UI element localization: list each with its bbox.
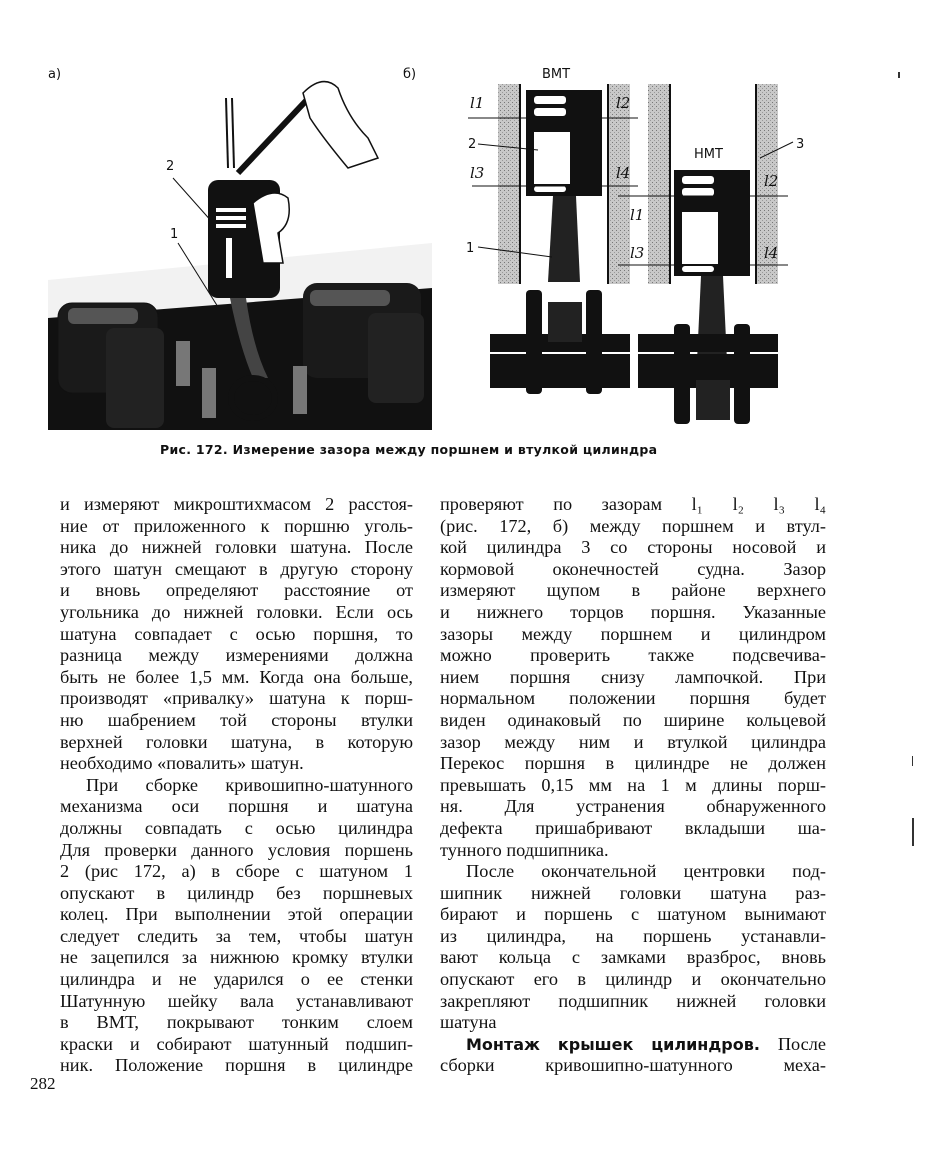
text-line: закрепляют подшипник нижней головки [440,990,826,1011]
text-line: из цилиндра, на поршень устанавли- [440,925,826,946]
caption-prefix: Рис. 172. [160,442,228,457]
panel-b-label: б) [403,67,417,82]
text-line: механизма оси поршня и шатуна [60,796,413,817]
page-number: 282 [30,1074,56,1093]
gap-label-l4-bdc: l4 [764,244,779,262]
text-line: ника до нижней головки шатуна. После [60,537,413,558]
text-line: тунного подшипника. [440,839,609,860]
callout-piston-2: 2 [468,137,477,152]
gap-label-l2-tdc: l2 [616,94,631,112]
callout-1: 1 [170,227,179,242]
scan-mark [912,756,913,766]
figure-b-diagram [448,62,808,434]
figure-a-illustration [48,58,432,430]
gap-label-l2-bdc: l2 [764,172,779,190]
text-line: в ВМТ, покрывают тонким слоем [60,1012,413,1033]
text-line: краски и собирают шатунный подшип- [60,1033,413,1054]
gap-label-l4-tdc: l4 [616,164,631,182]
text-line: и вновь определяют расстояние от [60,580,413,601]
text-line: кормовой оконечностей судна. Зазор [440,558,826,579]
text-line: следует следить за тем, чтобы шатун [60,925,413,946]
text-line: Шатунную шейку вала устанавливают [60,990,413,1011]
text-line: бирают и поршень с шатуном вынимают [440,904,826,925]
text-line: должны совпадать с осью цилиндра [60,817,413,838]
text-line: нормальном положении поршня будет [440,688,826,709]
text-line: ня. Для устранения обнаруженного [440,796,826,817]
text-line: угольника до нижней головки. Если ось [60,601,413,622]
figure-caption [160,442,780,457]
text-line: можно проверить также подсвечива- [440,645,826,666]
text-line: этого шатун смещают в другую сторону [60,558,413,579]
text-line: ние от приложенного к поршню уголь- [60,515,413,536]
section-heading: Монтаж крышек цилиндров. [466,1034,778,1054]
text-line: кой цилиндра 3 со стороны носовой и [440,537,826,558]
text-line: шатуна [440,1012,497,1033]
text-line: сборки кривошипно-шатунного меха- [440,1055,826,1076]
text-line: и измеряют микроштихмасом 2 расстоя- [60,494,413,514]
text-line: не зацепился за нижнюю кромку втулки [60,947,413,968]
gap-label-l1-tdc: l1 [470,94,485,112]
text-line: опускают в цилиндр без поршневых [60,882,413,903]
text-line: и нижнего торцов поршня. Указанные [440,601,826,622]
text-line: После окончательной центровки под- [466,861,826,882]
text-line: шипник нижней головки шатуна раз- [440,882,826,903]
text-line: превышать 0,15 мм на 1 м длины порш- [440,774,826,795]
text-line: ник. Положение поршня в цилиндре [60,1055,413,1076]
text-line: 2 (рис 172, а) в сборе с шатуном 1 [60,861,413,882]
text-line: необходимо «повалить» шатун. [60,753,304,774]
bdc-label: НМТ [694,147,723,162]
text-line: быть не более 1,5 мм. Когда она больше, [60,666,413,687]
text-line: виден одинаковый по ширине кольцевой [440,709,826,730]
text-line: колец. При выполнении этой операции [60,904,413,925]
text-line: цилиндра и не ударился о ее стенки [60,969,413,990]
text-line: производят «привалку» шатуна к порш- [60,688,413,709]
gap-label-l3-tdc: l3 [470,164,485,182]
right-text-column [440,494,826,1077]
text-line: При сборке кривошипно-шатунного [86,774,413,795]
text-line: (рис. 172, б) между поршнем и втул- [440,515,826,536]
scan-mark [898,72,900,78]
callout-2: 2 [166,159,175,174]
text-line: опускают его в цилиндр и окончательно [440,969,826,990]
left-text-column [60,494,413,1077]
caption-title: Измерение зазора между поршнем и втулкой цилиндра [232,442,658,457]
text-line: зазор между ним и втулкой цилиндра [440,731,826,752]
text-line: разница между измерениями должна [60,645,413,666]
text-line: Перекос поршня в цилиндре не должен [440,753,826,774]
panel-a-label: а) [48,67,62,82]
text-run: После [777,1033,826,1054]
text-line: проверяют по зазорам l₁ l₂ l₃ l₄ [440,494,826,514]
text-line: верхней головки шатуна, в которую [60,731,413,752]
text-line: ню шабрением той стороны втулки [60,709,413,730]
text-line: дефекта пришабривают вкладыши ша- [440,817,826,838]
tdc-label: ВМТ [542,67,571,82]
scan-mark [912,818,914,846]
text-line: Для проверки данного условия поршень [60,839,413,860]
text-line: шатуна совпадает с осью поршня, то [60,623,413,644]
text-line: нием поршня снизу лампочкой. При [440,666,826,687]
callout-rod-1: 1 [466,241,475,256]
text-line [440,1034,826,1056]
callout-cylinder-3: 3 [796,137,805,152]
text-line: вают кольца с замками вразброс, вновь [440,947,826,968]
gap-label-l3-bdc: l3 [630,244,645,262]
text-line: зазоры между поршнем и цилиндром [440,623,826,644]
gap-label-l1-bdc: l1 [630,206,645,224]
text-line: измеряют щупом в районе верхнего [440,580,826,601]
